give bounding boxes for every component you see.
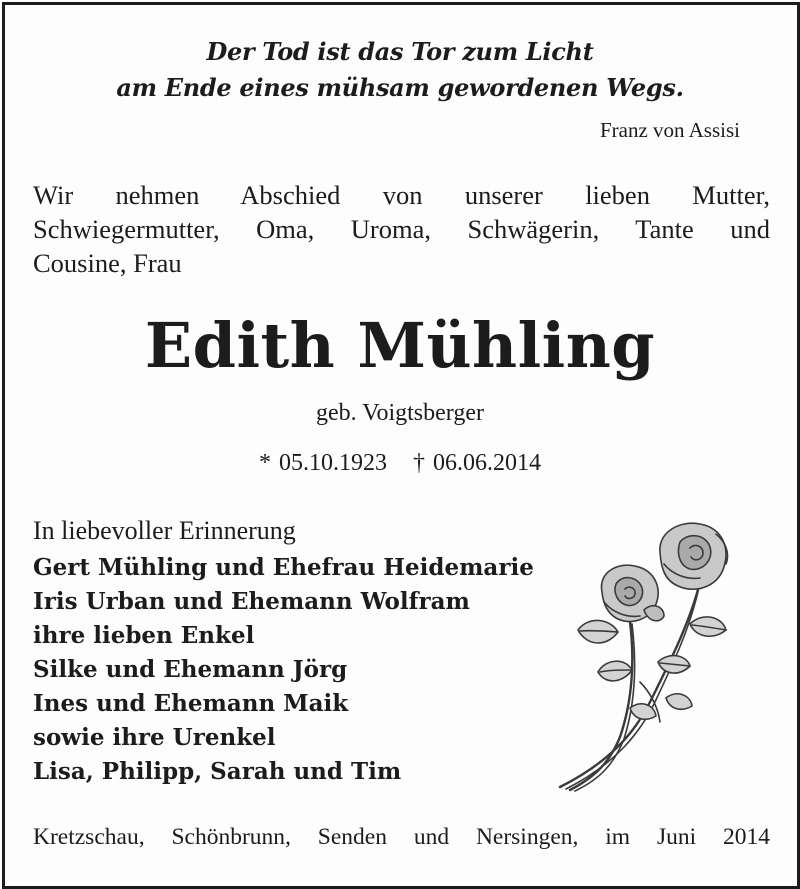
mourner-line: Iris Urban und Ehemann Wolfram: [33, 588, 470, 615]
intro-line-3: Cousine, Frau: [33, 248, 182, 278]
mourner-line: Gert Mühling und Ehefrau Heidemarie: [33, 554, 534, 581]
death-date: † 06.06.2014: [413, 450, 541, 476]
maiden-name: geb. Voigtsberger: [316, 400, 484, 426]
mourner-line: Silke und Ehemann Jörg: [33, 656, 348, 683]
quote-line-1: Der Tod ist das Tor zum Licht: [206, 37, 594, 66]
quote-author: Franz von Assisi: [599, 118, 740, 142]
mourner-line: Lisa, Philipp, Sarah und Tim: [33, 758, 402, 785]
deceased-name: Edith Mühling: [144, 309, 656, 382]
mourner-line: Ines und Ehemann Maik: [33, 690, 349, 717]
mourner-line: ihre lieben Enkel: [33, 622, 255, 649]
footer-places-date: Kretzschau, Schönbrunn, Senden und Nersingen, im Juni 2014: [33, 824, 770, 850]
mourner-line: sowie ihre Urenkel: [33, 724, 276, 751]
remembrance-intro: In liebevoller Erinnerung: [33, 516, 296, 545]
intro-line-1: Wir nehmen Abschied von unserer lieben Mutter,: [33, 180, 770, 210]
quote-line-2: am Ende eines mühsam gewordenen Wegs.: [116, 73, 684, 102]
intro-line-2: Schwiegermutter, Oma, Uroma, Schwägerin, Tante und: [33, 214, 770, 244]
rose-icon: [540, 512, 740, 792]
mourners-list: [33, 551, 534, 789]
life-dates: [0, 450, 800, 477]
birth-date: * 05.10.1923: [259, 450, 387, 476]
